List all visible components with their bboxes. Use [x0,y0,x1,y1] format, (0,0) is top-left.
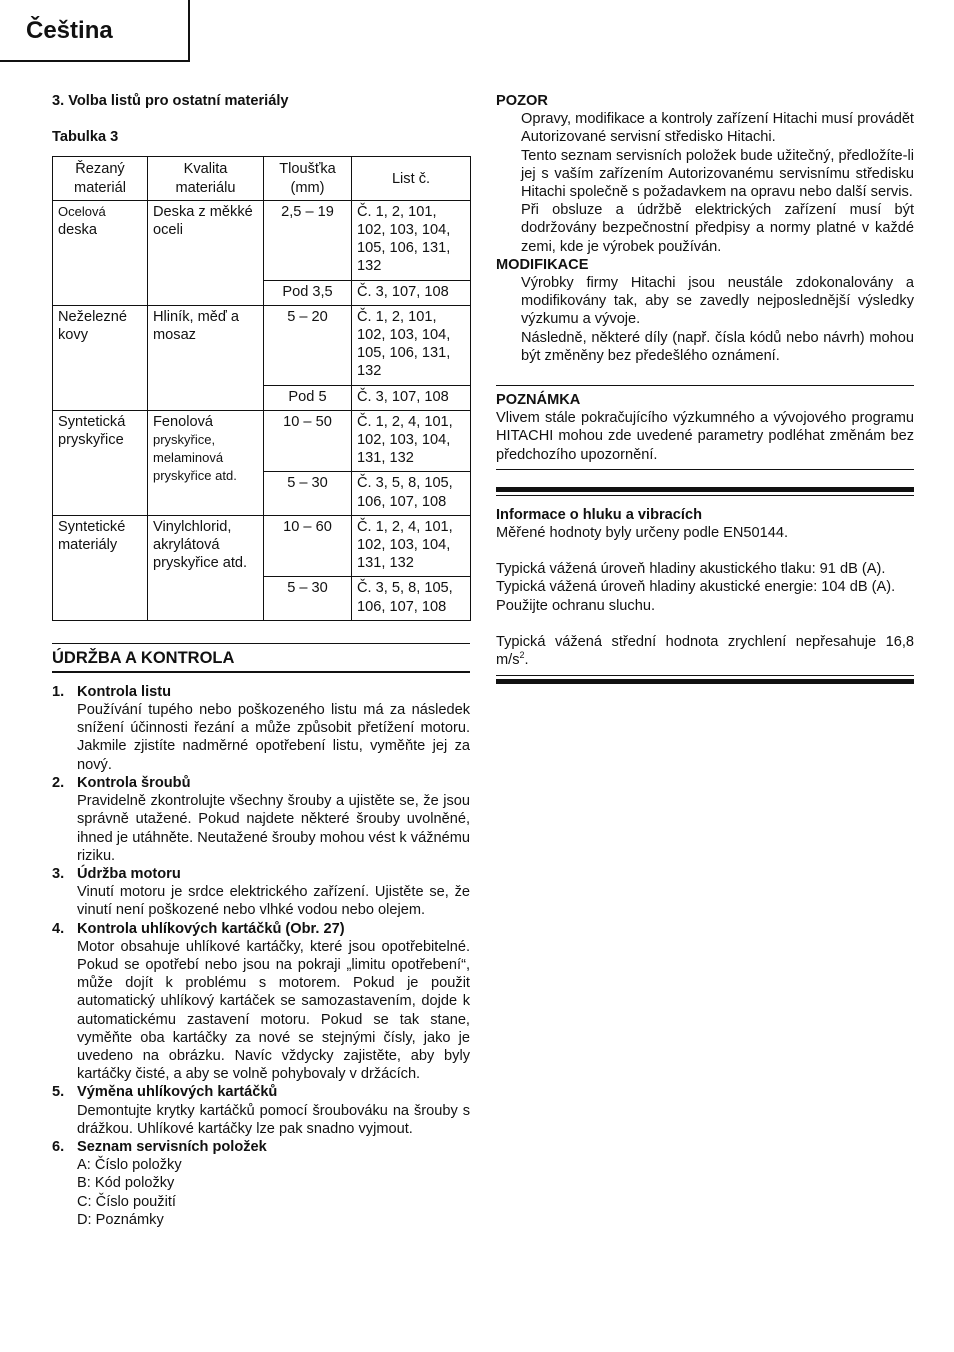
table-caption: Tabulka 3 [52,129,119,146]
cell-blade: Č. 3, 5, 8, 105, 106, 107, 108 [352,472,471,515]
right-column [496,92,914,684]
divider [496,675,914,676]
cell-blade: Č. 1, 2, 4, 101, 102, 103, 104, 131, 132 [352,410,471,472]
list-item: 6. Seznam servisních položek A: Číslo položky B: Kód položky C: Číslo použití D: Poznámky [52,1138,470,1229]
list-item: 2. Kontrola šroubů Pravidelně zkontrolujte všechny šrouby a ujistěte se, že jsou správně utažené. Pokud najdete některé šrouby uvolněné, ihned je utáhněte. Neutažené šrouby mohou vést k vážnému riziku. [52,774,470,864]
maintenance-list [52,683,470,1229]
service-list-a: A: Číslo položky [77,1157,182,1174]
note-text: Vlivem stále pokračujícího výzkumného a vývojového programu HITACHI mohou zde uvedené parametry podléhat změnám bez předchozího upozornění. [496,410,914,463]
language-label: Čeština [26,17,113,44]
table-header-row [53,157,471,200]
thick-divider [496,487,914,492]
noise-heading: Informace o hluku a vibracích [496,506,702,523]
cell-thickness: 10 – 50 [264,410,352,472]
cell-blade: Č. 1, 2, 4, 101, 102, 103, 104, 131, 132 [352,515,471,577]
divider [496,385,914,386]
cell-thickness: 5 – 30 [264,472,352,515]
noise-text-3: Typická vážená úroveň hladiny akustické energie: 104 dB (A). [496,579,896,596]
section-title: 3. Volba listů pro ostatní materiály [52,93,289,109]
cell-material: Neželezné kovy [53,305,148,410]
cell-blade: Č. 3, 5, 8, 105, 106, 107, 108 [352,577,471,620]
cell-thickness: 5 – 30 [264,577,352,620]
language-tab [0,0,190,62]
blade-table [52,156,471,620]
cell-blade: Č. 1, 2, 101, 102, 103, 104, 105, 106, 131, 132 [352,200,471,280]
caution-text-2: Tento seznam servisních položek bude užitečný, předložíte-li jej s vaším zařízením Autorizovanému servisnímu středisku Hitachi společně s požadavkem na opravu nebo další servis. [521,147,914,201]
caution-text-3: Při obsluze a údržbě elektrických zařízení musí být dodržovány bezpečnostní předpisy a normy platné v každé zemi, kde je výrobek používán. [521,202,914,255]
table-row [53,305,471,385]
cell-blade: Č. 1, 2, 101, 102, 103, 104, 105, 106, 131, 132 [352,305,471,385]
cell-blade: Č. 3, 107, 108 [352,385,471,410]
list-item: 1. Kontrola listu Používání tupého nebo poškozeného listu má za následek snížení účinnosti řezání a může způsobit přetížení motoru. Jakmile zjistíte nadměrné opotřebení listu, vyměňte jej za nový. [52,683,470,773]
caution-heading: POZOR [496,93,548,109]
header-quality: Kvalita materiálu [148,157,264,200]
header-thickness: Tloušťka (mm) [264,157,352,200]
caution-text-1: Opravy, modifikace a kontroly zařízení Hitachi musí provádět Autorizované servisní středisko Hitachi. [521,111,914,146]
modification-text-1: Výrobky firmy Hitachi jsou neustále zdokonalovány a modifikovány tak, aby se zavedly nejposlednější výsledky výzkumu a vývoje. [521,275,914,328]
cell-quality: Vinylchlorid, akrylátová pryskyřice atd. [148,515,264,620]
list-item: 3. Údržba motoru Vinutí motoru je srdce elektrického zařízení. Ujistěte se, že vinutí není poškozené nebo vlhké vodou nebo olejem. [52,865,470,919]
cell-thickness: 2,5 – 19 [264,200,352,280]
cell-quality: Fenolová pryskyřice, melaminová pryskyřice atd. [148,410,264,515]
vibration-text: Typická vážená střední hodnota zrychlení nepřesahuje 16,8 $m/s^2$. [496,633,914,669]
divider [496,495,914,496]
list-item: 5. Výměna uhlíkových kartáčků Demontujte krytky kartáčků pomocí šroubováku na šrouby s drážkou. Uhlíkové kartáčky lze pak snadno vyjmout. [52,1084,470,1137]
service-list-b: B: Kód položky [77,1175,175,1192]
cell-quality: Hliník, měď a mosaz [148,305,264,410]
cell-material: Syntetické materiály [53,515,148,620]
table-row [53,200,471,280]
left-column [52,92,470,1229]
cell-quality: Deska z měkké oceli [148,200,264,305]
table-row [53,515,471,577]
table-row [53,410,471,472]
cell-material: Ocelová deska [53,200,148,305]
service-list-d: D: Poznámky [77,1211,164,1228]
cell-thickness: Pod 5 [264,385,352,410]
noise-text-1: Měřené hodnoty byly určeny podle EN50144. [496,525,789,542]
service-list-c: C: Číslo použití [77,1193,176,1210]
cell-thickness: 10 – 60 [264,515,352,577]
cell-blade: Č. 3, 107, 108 [352,280,471,305]
modification-text-2: Následně, některé díly (např. čísla kódů nebo návrh) mohou být změněny bez předešlého oznámení. [521,329,914,364]
header-blade-no: List č. [352,157,471,200]
thick-divider [496,679,914,684]
divider [496,469,914,470]
modification-heading: MODIFIKACE [496,256,589,273]
cell-material: Syntetická pryskyřice [53,410,148,515]
noise-text-2: Typická vážená úroveň hladiny akustického tlaku: 91 dB (A). [496,561,886,578]
cell-thickness: 5 – 20 [264,305,352,385]
noise-text-4: Použijte ochranu sluchu. [496,597,656,614]
cell-thickness: Pod 3,5 [264,280,352,305]
list-item: 4. Kontrola uhlíkových kartáčků (Obr. 27) Motor obsahuje uhlíkové kartáčky, které jsou opotřebitelné. Pokud se opotřebí nebo jsou na pokraji „limitu opotřebení“, může dojít k problému s motorem. Pokud je použit automatický uhlíkový kartáček se samozastavením, dojde k automatickému zastavení motoru. Pokud se tak stane, vyměňte oba kartáčky za nové se stejnými čísly, jako je uvedeno na obrázku. Navíc vždycky zajistěte, aby byly kartáčky čisté, a aby se volně pohybovaly v držácích. [52,920,470,1083]
maintenance-heading: ÚDRŽBA A KONTROLA [52,643,470,673]
header-material: Řezaný materiál [53,157,148,200]
note-heading: POZNÁMKA [496,392,581,409]
